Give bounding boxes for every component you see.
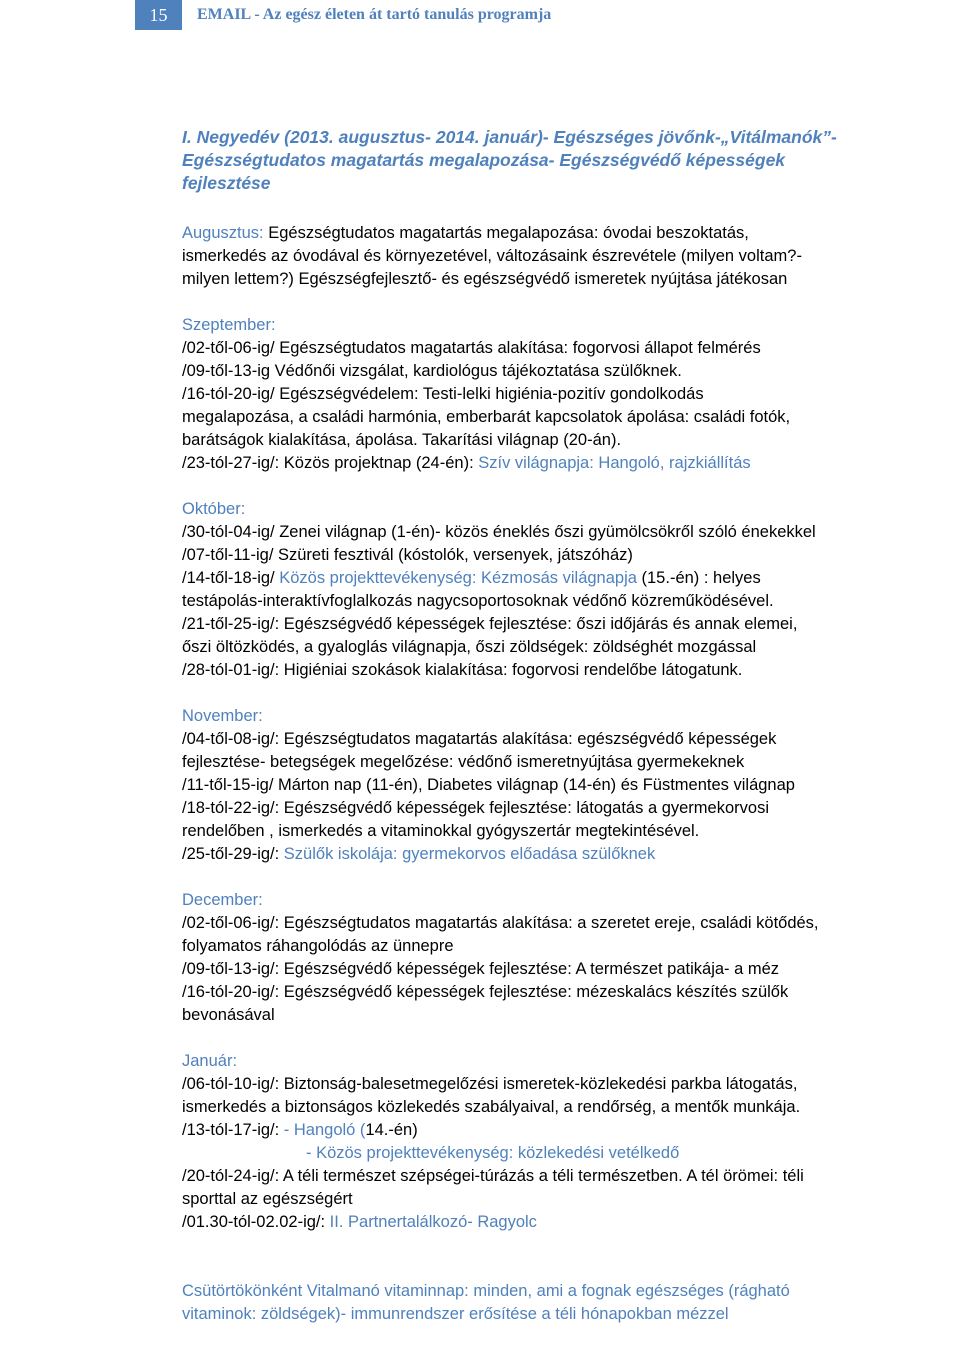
text-line: /16-tól-20-ig/: Egészségvédő képességek fejlesztése: mézeskalács készítés szülők: [182, 983, 789, 1001]
text-line: /18-tól-22-ig/: Egészségvédő képességek fejlesztése: látogatás a gyermekorvosi: [182, 799, 769, 817]
text-line: vitaminok: zöldségek)- immunrendszer erősítése a téli hónapokban mézzel: [182, 1305, 729, 1323]
heading-line: I. Negyedév (2013. augusztus- 2014. január)- Egészséges jövőnk-„Vitálmanók”-: [182, 127, 837, 147]
january-block: [182, 1050, 957, 1234]
text-line: /14-től-18-ig/: [182, 569, 280, 587]
month-label-august: Augusztus:: [182, 224, 264, 242]
highlight-text: II. Partnertalálkozó- Ragyolc: [329, 1213, 537, 1231]
text-line: /21-től-25-ig/: Egészségvédő képességek fejlesztése: őszi időjárás és annak elemei,: [182, 615, 798, 633]
header-title: EMAIL - Az egész életen át tartó tanulás programja: [197, 6, 552, 23]
highlight-text: Szülők iskolája: gyermekorvos előadása szülőknek: [283, 845, 656, 863]
heading-line: fejlesztése: [182, 173, 271, 193]
text-line: /07-től-11-ig/ Szüreti fesztivál (kóstolók, versenyek, játszóház): [182, 546, 633, 564]
month-label-december: December:: [182, 891, 263, 909]
text-line: megalapozása, a családi harmónia, emberbarát kapcsolatok ápolása: családi fotók,: [182, 408, 791, 426]
text-line: barátságok kialakítása, ápolása. Takarítási világnap (20-án).: [182, 431, 622, 449]
highlight-text: Szív világnapja: Hangoló, rajzkiállítás: [478, 454, 751, 472]
section-heading: [182, 126, 957, 195]
text-line: /02-től-06-ig/: Egészségtudatos magatartás alakítása: a szeretet ereje, családi kötődés,: [182, 914, 819, 932]
december-block: [182, 889, 957, 1027]
month-label-january: Január:: [182, 1052, 238, 1070]
text-line: bevonásával: [182, 1006, 275, 1024]
text-line: /01.30-tól-02.02-ig/:: [182, 1213, 330, 1231]
closing-note: [182, 1280, 957, 1326]
september-block: [182, 314, 957, 475]
text-line: testápolás-interaktívfoglalkozás nagycsoportosoknak védőnő közreműködésével.: [182, 592, 774, 610]
highlight-text: - Közös projekttevékenység: közlekedési vetélkedő: [306, 1144, 680, 1162]
text-line: /23-tól-27-ig/: Közös projektnap (24-én):: [182, 454, 479, 472]
text-line: ismerkedés a biztonságos közlekedés szabályaival, a rendőrség, a mentők munkája.: [182, 1098, 801, 1116]
document-body: [182, 126, 957, 1326]
text-line: /09-től-13-ig Védőnői vizsgálat, kardiológus tájékoztatása szülőknek.: [182, 362, 682, 380]
text-line: /30-tól-04-ig/ Zenei világnap (1-én)- közös éneklés őszi gyümölcsökről szóló énekekkel: [182, 523, 816, 541]
text-line: őszi öltözködés, a gyaloglás világnapja, őszi zöldségek: zöldséghét mozgással: [182, 638, 757, 656]
text-line: /13-tól-17-ig/:: [182, 1121, 284, 1139]
highlight-text: Közös projekttevékenység: Kézmosás világnapja: [279, 569, 642, 587]
text-line: 14.-én): [365, 1121, 418, 1139]
page-header: [0, 0, 960, 30]
text-line: milyen lettem?) Egészségfejlesztő- és egészségvédő ismeretek nyújtása játékosan: [182, 270, 788, 288]
text-line: /28-tól-01-ig/: Higiéniai szokások kialakítása: fogorvosi rendelőbe látogatunk.: [182, 661, 743, 679]
text-line: folyamatos ráhangolódás az ünnepre: [182, 937, 454, 955]
text-line: /20-tól-24-ig/: A téli természet szépségei-túrázás a téli természetben. A tél örömei: téli: [182, 1167, 804, 1185]
text-line: /25-től-29-ig/:: [182, 845, 284, 863]
text-line: ismerkedés az óvodával és környezetével, változásaink észrevétele (milyen voltam?-: [182, 247, 802, 265]
august-block: [182, 222, 957, 291]
text-line: (15.-én) : helyes: [641, 569, 761, 587]
text-line: /04-től-08-ig/: Egészségtudatos magatartás alakítása: egészségvédő képességek: [182, 730, 777, 748]
text-line: /06-tól-10-ig/: Biztonság-balesetmegelőzési ismeretek-közlekedési parkba látogatás,: [182, 1075, 798, 1093]
text-line: /09-től-13-ig/: Egészségvédő képességek fejlesztése: A természet patikája- a méz: [182, 960, 780, 978]
text-line: sporttal az egészségért: [182, 1190, 353, 1208]
month-label-october: Október:: [182, 500, 246, 518]
text-line: Egészségtudatos magatartás megalapozása: óvodai beszoktatás,: [263, 224, 749, 242]
text-line: /11-től-15-ig/ Márton nap (11-én), Diabetes világnap (14-én) és Füstmentes világnap: [182, 776, 795, 794]
month-label-september: Szeptember:: [182, 316, 276, 334]
month-label-november: November:: [182, 707, 263, 725]
text-line: /02-től-06-ig/ Egészségtudatos magatartás alakítása: fogorvosi állapot felmérés: [182, 339, 761, 357]
text-line: Csütörtökönként Vitalmanó vitaminnap: minden, ami a fognak egészséges (rágható: [182, 1282, 790, 1300]
text-line: /16-tól-20-ig/ Egészségvédelem: Testi-lelki higiénia-pozitív gondolkodás: [182, 385, 704, 403]
page-number: 15: [135, 0, 182, 30]
text-line: rendelőben , ismerkedés a vitaminokkal gyógyszertár megtekintésével.: [182, 822, 700, 840]
november-block: [182, 705, 957, 866]
heading-line: Egészségtudatos magatartás megalapozása- Egészségvédő képességek: [182, 150, 786, 170]
text-line: fejlesztése- betegségek megelőzése: védőnő ismeretnyújtása gyermekeknek: [182, 753, 745, 771]
october-block: [182, 498, 957, 682]
highlight-text: - Hangoló (: [283, 1121, 366, 1139]
